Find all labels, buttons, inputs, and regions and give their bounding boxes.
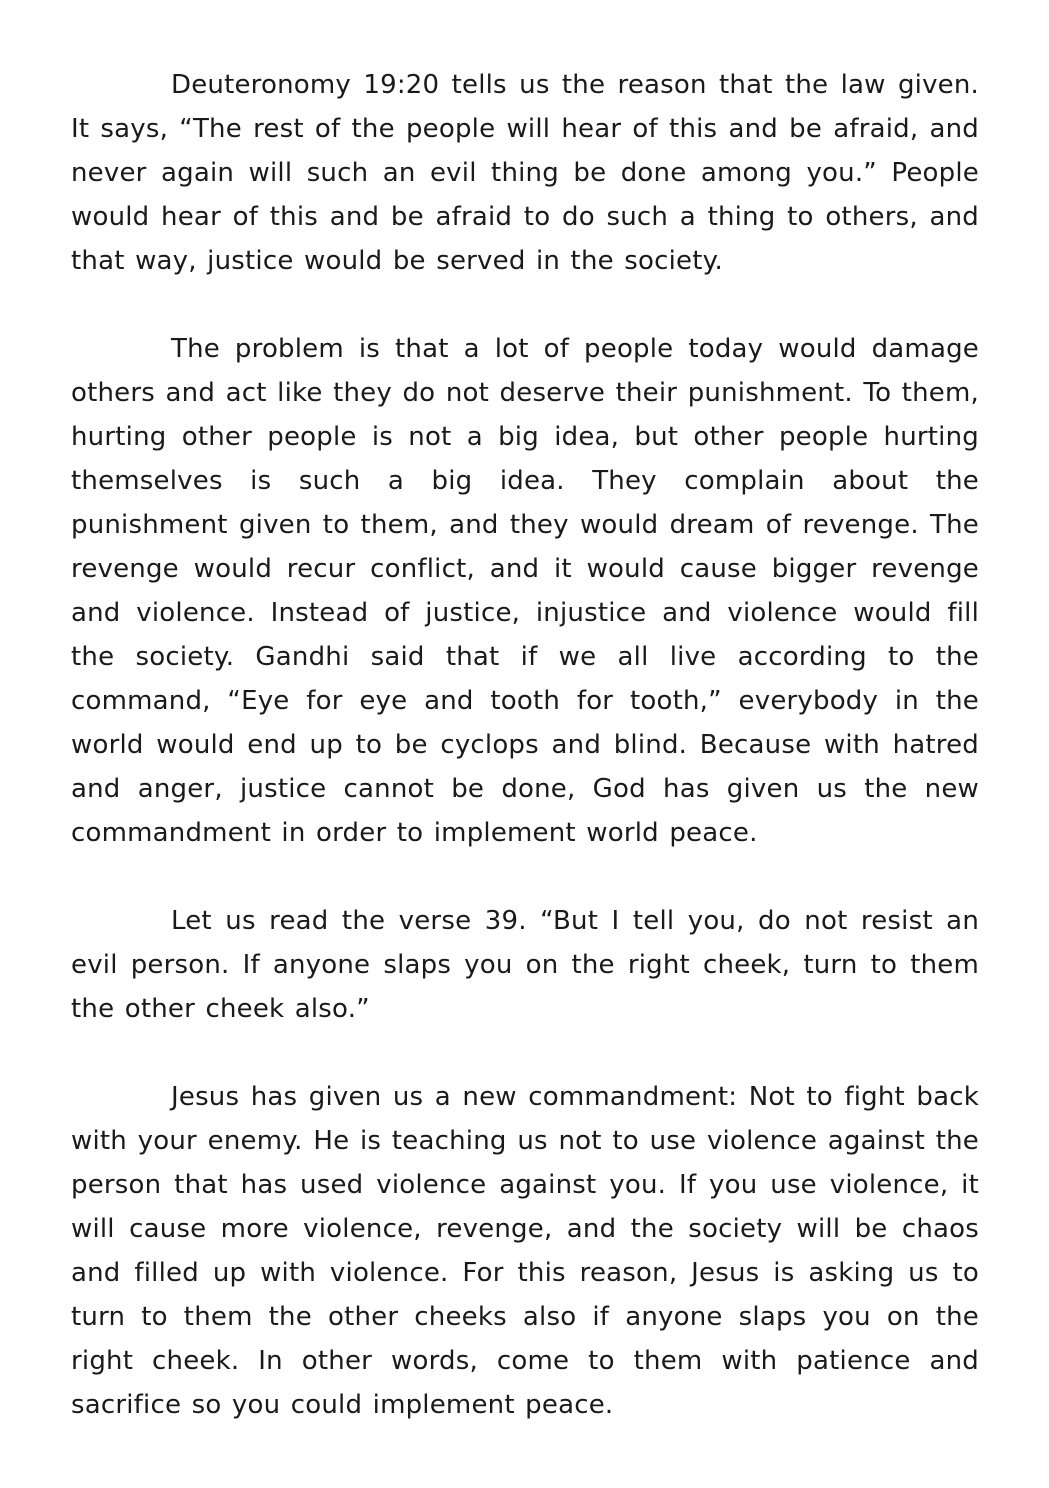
paragraph-deuteronomy: Deuteronomy 19:20 tells us the reason that the law given. It says, “The rest of the people will hear of this and be afraid, and never again will such an evil thing be done among you.” People would hear of this and be afraid to do such a thing to others, and that way, justice would be served in the society. [71, 70, 979, 276]
paragraph-gap [71, 855, 979, 899]
paragraph-new-commandment: Jesus has given us a new commandment: Not to fight back with your enemy. He is teaching us not to use violence against the person that has used violence against you. If you use violence, it will cause more violence, revenge, and the society will be chaos and filled up with violence. For this reason, Jesus is asking us to turn to them the other cheeks also if anyone slaps you on the right cheek. In other words, come to them with patience and sacrifice so you could implement peace. [71, 1082, 979, 1420]
paragraph-gap [71, 1031, 979, 1075]
paragraph-verse-39: Let us read the verse 39. “But I tell you, do not resist an evil person. If anyone slaps you on the right cheek, turn to them the other cheek also.” [71, 906, 979, 1024]
paragraph-problem: The problem is that a lot of people today would damage others and act like they do not deserve their punishment. To them, hurting other people is not a big idea, but other people hurting themselves is such a big idea. They complain about the punishment given to them, and they would dream of revenge. The revenge would recur conflict, and it would cause bigger revenge and violence. Instead of justice, injustice and violence would fill the society. Gandhi said that if we all live according to the command, “Eye for eye and tooth for tooth,” everybody in the world would end up to be cyclops and blind. Because with hatred and anger, justice cannot be done, God has given us the new commandment in order to implement world peace. [71, 334, 979, 848]
paragraph-gap [71, 283, 979, 327]
document-page [71, 63, 979, 1427]
